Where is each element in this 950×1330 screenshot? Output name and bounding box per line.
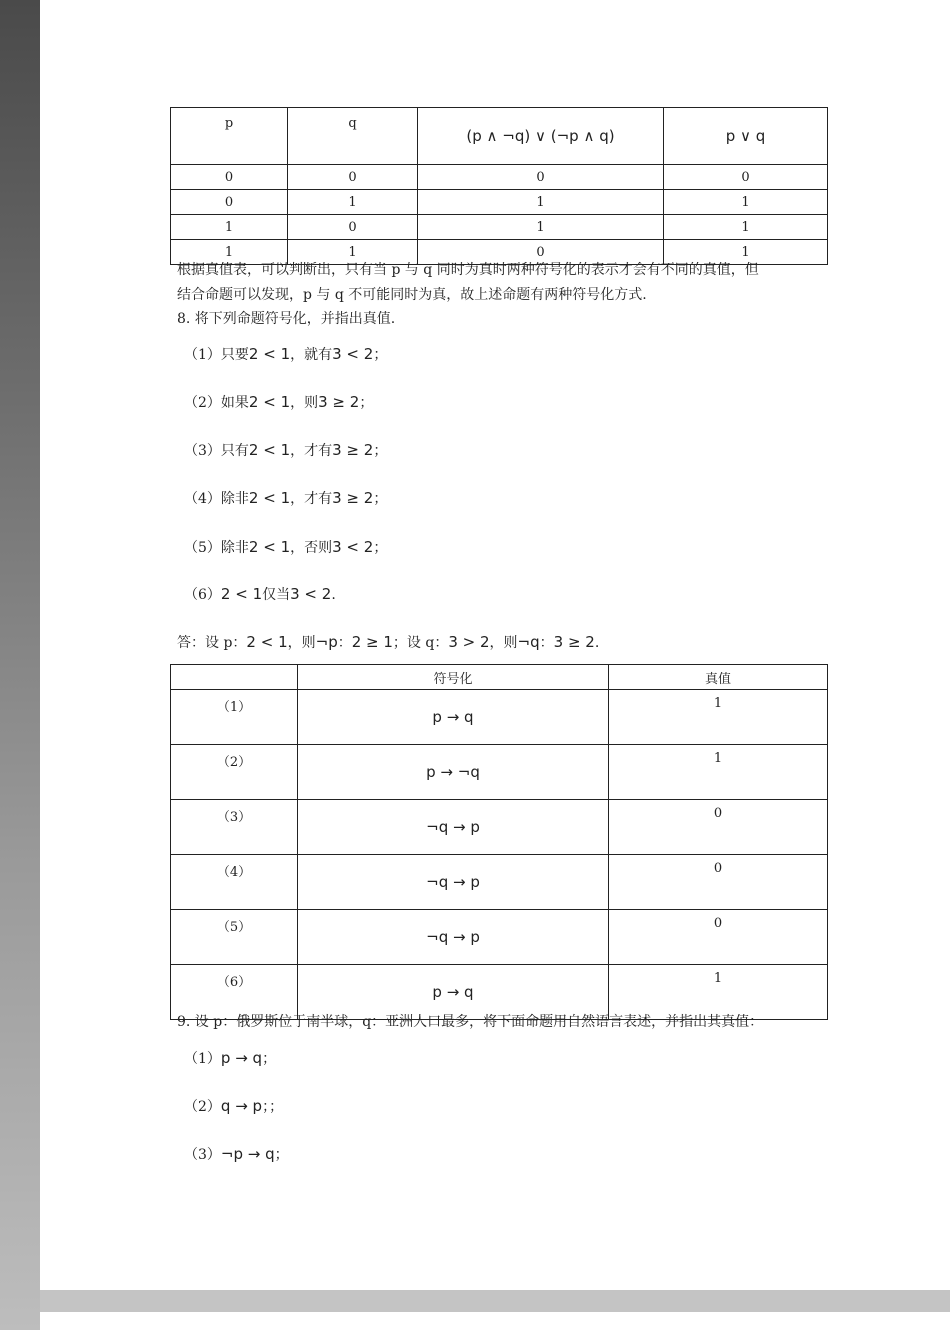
truth-table: [170, 107, 828, 265]
table-cell: 1: [418, 215, 664, 240]
truth-value-cell: 0: [609, 855, 828, 910]
answer-text: ，则: [489, 635, 518, 651]
answer-text: ：: [337, 635, 352, 651]
math-expression: ¬p → q: [220, 1145, 275, 1163]
table-cell: 0: [171, 190, 288, 215]
math-expression: 2 < 1: [248, 345, 291, 363]
math-expression: ¬p: [315, 633, 338, 651]
truth-value-cell: 1: [609, 690, 828, 745]
item-punct: ；: [359, 395, 374, 411]
symbolization-table-header: [171, 665, 828, 690]
math-expression: 2 < 1: [220, 585, 263, 603]
truth-value-cell: 0: [609, 800, 828, 855]
table-row: [171, 800, 828, 855]
q9-item-1: [184, 1048, 276, 1068]
table-row: [171, 745, 828, 800]
math-expression: 3 > 2: [448, 633, 490, 651]
math-expression: 3 ≥ 2: [332, 441, 374, 459]
question-9-title: 9. 设 p：俄罗斯位于南半球，q：亚洲人口最多，将下面命题用自然语言表述，并指出其真值：: [177, 1014, 764, 1030]
item-text: 除非: [220, 491, 249, 507]
q8-item-4: [184, 488, 387, 508]
header-cell: p ∨ q: [664, 108, 828, 165]
document-page: [40, 0, 950, 1290]
item-number: （1）: [184, 347, 221, 363]
table-cell: 0: [418, 240, 664, 265]
item-punct: ；: [373, 540, 388, 556]
item-punct: ；: [262, 1051, 277, 1067]
table-cell: 1: [288, 190, 418, 215]
math-expression: 3 ≥ 2: [332, 489, 374, 507]
item-text: ，才有: [290, 443, 333, 459]
item-number: （4）: [184, 491, 221, 507]
math-expression: 3 < 2: [290, 585, 332, 603]
explanation-line-1: 根据真值表，可以判断出，只有当 p 与 q 同时为真时两种符号化的表示才会有不同的真值，但: [177, 262, 759, 278]
item-number: （1）: [184, 1051, 221, 1067]
math-expression: 3 ≥ 2: [318, 393, 360, 411]
table-cell: 1: [171, 240, 288, 265]
item-text: ，就有: [290, 347, 333, 363]
row-number: （3）: [171, 800, 298, 855]
item-number: （2）: [184, 395, 221, 411]
item-number: （5）: [184, 540, 221, 556]
item-text: 仅当: [262, 587, 291, 603]
table-cell: 1: [664, 190, 828, 215]
math-expression: p → q: [220, 1049, 263, 1067]
item-punct: .: [331, 587, 336, 603]
row-number: （6）: [171, 965, 298, 1020]
formula-cell: p → ¬q: [298, 745, 609, 800]
page-bottom-band: [40, 1290, 950, 1312]
left-margin-bar: [0, 0, 40, 1330]
header-cell: (p ∧ ¬q) ∨ (¬p ∧ q): [418, 108, 664, 165]
table-cell: 0: [171, 165, 288, 190]
table-cell: 1: [664, 215, 828, 240]
truth-value-cell: 1: [609, 745, 828, 800]
formula-cell: p → q: [298, 965, 609, 1020]
table-cell: 0: [288, 165, 418, 190]
explanation-line-2: 结合命题可以发现，p 与 q 不可能同时为真，故上述命题有两种符号化方式.: [177, 287, 647, 303]
table-cell: 1: [664, 240, 828, 265]
q8-answer: [177, 632, 599, 652]
row-number: （5）: [171, 910, 298, 965]
item-text: ，否则: [290, 540, 333, 556]
item-punct: ；: [373, 443, 388, 459]
item-number: （3）: [184, 443, 221, 459]
table-cell: 0: [664, 165, 828, 190]
formula-cell: ¬q → p: [298, 855, 609, 910]
table-cell: 0: [288, 215, 418, 240]
table-cell: 1: [171, 215, 288, 240]
q9-item-2: [184, 1096, 283, 1116]
table-row: [171, 215, 828, 240]
answer-text: 答：设 p：: [177, 635, 247, 651]
truth-value-cell: 0: [609, 910, 828, 965]
q9-item-3: [184, 1144, 289, 1164]
math-expression: 2 ≥ 1: [351, 633, 393, 651]
table-cell: 0: [418, 165, 664, 190]
item-text: 如果: [220, 395, 249, 411]
q8-item-3: [184, 440, 387, 460]
question-8-title: 8. 将下列命题符号化，并指出真值.: [177, 311, 396, 327]
item-punct: ；: [274, 1147, 289, 1163]
item-text: 除非: [220, 540, 249, 556]
header-cell: q: [288, 108, 418, 165]
formula-cell: p → q: [298, 690, 609, 745]
answer-text: ；设 q：: [392, 635, 449, 651]
q8-item-2: [184, 392, 373, 412]
item-text: 只有: [220, 443, 249, 459]
item-number: （2）: [184, 1099, 221, 1115]
formula-cell: ¬q → p: [298, 800, 609, 855]
item-punct: ；；: [262, 1099, 284, 1115]
table-row: [171, 190, 828, 215]
table-cell: 1: [418, 190, 664, 215]
math-expression: q → p: [220, 1097, 263, 1115]
table-row: [171, 855, 828, 910]
math-expression: ¬q: [517, 633, 540, 651]
header-cell: 真值: [609, 665, 828, 690]
item-text: 只要: [220, 347, 249, 363]
answer-text: .: [594, 635, 600, 651]
math-expression: 2 < 1: [248, 489, 291, 507]
row-number: （1）: [171, 690, 298, 745]
math-expression: 2 < 1: [246, 633, 288, 651]
math-expression: 2 < 1: [248, 393, 291, 411]
item-text: ，则: [290, 395, 319, 411]
table-row: [171, 690, 828, 745]
symbolization-table: [170, 664, 828, 1020]
q8-item-1: [184, 344, 387, 364]
table-row: [171, 910, 828, 965]
math-expression: 2 < 1: [248, 538, 291, 556]
truth-table-header: [171, 108, 828, 165]
answer-text: ，则: [287, 635, 316, 651]
item-punct: ；: [373, 491, 388, 507]
row-number: （4）: [171, 855, 298, 910]
header-cell: 符号化: [298, 665, 609, 690]
truth-value-cell: 1: [609, 965, 828, 1020]
q8-item-6: [184, 584, 336, 604]
item-number: （3）: [184, 1147, 221, 1163]
item-punct: ；: [373, 347, 388, 363]
header-cell: p: [171, 108, 288, 165]
table-cell: 1: [288, 240, 418, 265]
q8-item-5: [184, 537, 387, 557]
table-row: [171, 165, 828, 190]
item-text: ，才有: [290, 491, 333, 507]
math-expression: 3 < 2: [332, 538, 374, 556]
math-expression: 2 < 1: [248, 441, 291, 459]
math-expression: 3 ≥ 2: [553, 633, 595, 651]
math-expression: 3 < 2: [332, 345, 374, 363]
answer-text: ：: [539, 635, 554, 651]
formula-cell: ¬q → p: [298, 910, 609, 965]
item-number: （6）: [184, 587, 221, 603]
row-number: （2）: [171, 745, 298, 800]
header-cell: [171, 665, 298, 690]
